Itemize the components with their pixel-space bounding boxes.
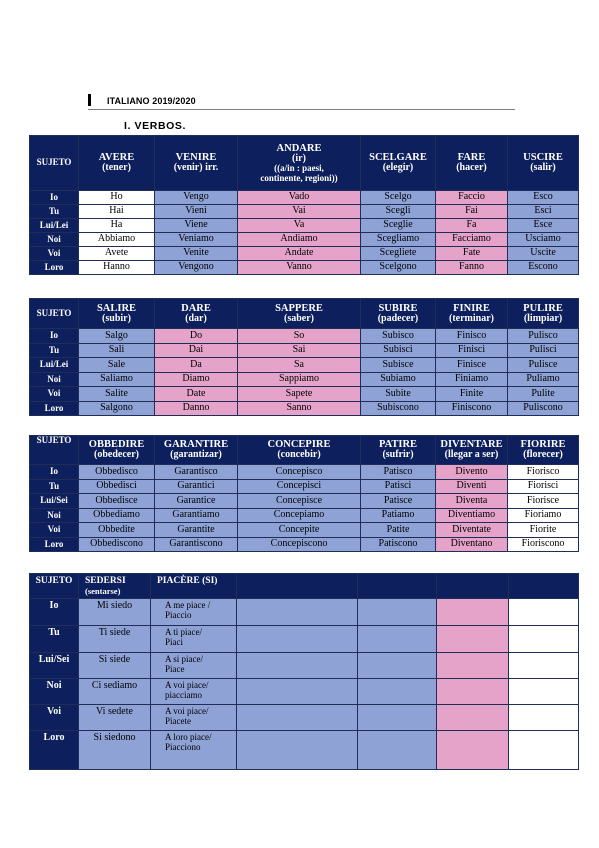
empty-cell: [509, 626, 579, 653]
conjugation-cell: Scegli: [361, 205, 436, 219]
conjugation-cell: Garantice: [155, 494, 238, 509]
conjugation-cell: Patisce: [361, 494, 436, 509]
verb-header: SUBIRE (padecer): [361, 299, 436, 329]
table-header-row: [30, 436, 579, 465]
table-header-row: [30, 299, 579, 329]
verb-header: CONCEPIRE (concebir): [238, 436, 361, 465]
table-row: [30, 261, 579, 275]
conjugation-cell: Pulisci: [508, 343, 579, 358]
conjugation-cell: Subiscono: [361, 401, 436, 416]
conjugation-cell: Esce: [508, 219, 579, 233]
conjugation-cell: Fiorisce: [508, 494, 579, 509]
conjugation-cell: Escono: [508, 261, 579, 275]
conjugation-cell: Finisci: [436, 343, 508, 358]
conjugation-cell: Ho: [79, 191, 155, 205]
pronoun-cell: Loro: [30, 401, 79, 416]
conjugation-cell: Vai: [238, 205, 361, 219]
conjugation-cell: Va: [238, 219, 361, 233]
conjugation-cell: Garantiamo: [155, 508, 238, 523]
empty-cell: [358, 626, 437, 653]
empty-cell: [437, 679, 509, 705]
verb-header: DARE (dar): [155, 299, 238, 329]
pronoun-cell: Voi: [30, 247, 79, 261]
pronoun-cell: Noi: [30, 679, 79, 705]
conjugation-cell: Concepisco: [238, 465, 361, 480]
empty-cell: [509, 599, 579, 626]
conjugation-cell: Andate: [238, 247, 361, 261]
table-row: [30, 705, 579, 731]
empty-cell: [509, 653, 579, 679]
table-row: [30, 508, 579, 523]
conjugation-cell: Patiamo: [361, 508, 436, 523]
conjugation-cell: Vado: [238, 191, 361, 205]
verb-header: PATIRE (sufrir): [361, 436, 436, 465]
conjugation-cell: Concepiscono: [238, 537, 361, 552]
conjugation-cell: Scelgo: [361, 191, 436, 205]
empty-cell: [237, 705, 358, 731]
conjugation-cell: Sappiamo: [238, 372, 361, 387]
conjugation-cell: Obbediscono: [79, 537, 155, 552]
empty-cell: [237, 599, 358, 626]
conjugation-cell: Diventa: [436, 494, 508, 509]
conjugation-cell: Date: [155, 387, 238, 402]
pronoun-cell: Io: [30, 599, 79, 626]
verb-header: VENIRE (venir) irr.: [155, 136, 238, 191]
conjugation-cell: Usciamo: [508, 233, 579, 247]
conjugation-cell: Puliamo: [508, 372, 579, 387]
table-row: [30, 219, 579, 233]
conjugation-cell: Finiscono: [436, 401, 508, 416]
conjugation-cell: Subiamo: [361, 372, 436, 387]
verb-table-1: [29, 135, 579, 275]
table-row: [30, 233, 579, 247]
conjugation-cell: Vengo: [155, 191, 238, 205]
conjugation-cell: Veniamo: [155, 233, 238, 247]
conjugation-cell: Uscite: [508, 247, 579, 261]
pronoun-cell: Lui/Lei: [30, 358, 79, 373]
conjugation-cell: Mi siedo: [79, 599, 151, 626]
conjugation-cell: Finite: [436, 387, 508, 402]
table-row: [30, 679, 579, 705]
conjugation-cell: Faccio: [436, 191, 508, 205]
table-row: [30, 372, 579, 387]
conjugation-cell: Divento: [436, 465, 508, 480]
empty-cell: [437, 653, 509, 679]
conjugation-cell: Fioriscono: [508, 537, 579, 552]
empty-cell: [509, 679, 579, 705]
conjugation-cell: Patiscono: [361, 537, 436, 552]
sujeto-header: SUJETO: [30, 299, 79, 329]
sujeto-header: SUJETO: [30, 436, 79, 465]
conjugation-cell: Danno: [155, 401, 238, 416]
pronoun-cell: Noi: [30, 372, 79, 387]
conjugation-cell: Ci sediamo: [79, 679, 151, 705]
conjugation-cell: Subisci: [361, 343, 436, 358]
conjugation-cell: Esco: [508, 191, 579, 205]
verb-header: DIVENTARE (llegar a ser): [436, 436, 508, 465]
conjugation-cell: Scelgono: [361, 261, 436, 275]
conjugation-cell: Pulisce: [508, 358, 579, 373]
table-row: [30, 401, 579, 416]
conjugation-cell: Patisco: [361, 465, 436, 480]
verb-header: SAPPERE (saber): [238, 299, 361, 329]
conjugation-cell: A ti piace/ Piaci: [151, 626, 237, 653]
pronoun-cell: Lui/Sei: [30, 653, 79, 679]
conjugation-cell: Ha: [79, 219, 155, 233]
empty-cell: [358, 705, 437, 731]
verb-header: GARANTIRE (garantizar): [155, 436, 238, 465]
conjugation-cell: Garantici: [155, 479, 238, 494]
empty-cell: [237, 679, 358, 705]
conjugation-cell: Obbedite: [79, 523, 155, 538]
conjugation-cell: Fanno: [436, 261, 508, 275]
conjugation-cell: Scegliete: [361, 247, 436, 261]
conjugation-cell: Concepiamo: [238, 508, 361, 523]
verb-header: FIORIRE (florecer): [508, 436, 579, 465]
empty-cell: [237, 626, 358, 653]
conjugation-cell: Fate: [436, 247, 508, 261]
conjugation-cell: Finiamo: [436, 372, 508, 387]
pronoun-cell: Voi: [30, 523, 79, 538]
conjugation-cell: Diventano: [436, 537, 508, 552]
conjugation-cell: Sali: [79, 343, 155, 358]
pronoun-cell: Voi: [30, 387, 79, 402]
sujeto-header: SUJETO: [30, 136, 79, 191]
conjugation-cell: Ti siede: [79, 626, 151, 653]
verb-table-4: [29, 573, 579, 770]
verb-header: FINIRE (terminar): [436, 299, 508, 329]
conjugation-cell: A voi piace/ piacciamo: [151, 679, 237, 705]
conjugation-cell: Garantite: [155, 523, 238, 538]
verb-header-empty: [437, 574, 509, 599]
table-row: [30, 205, 579, 219]
conjugation-cell: Subite: [361, 387, 436, 402]
conjugation-cell: A loro piace/ Piacciono: [151, 731, 237, 770]
verb-header: USCIRE (salir): [508, 136, 579, 191]
conjugation-cell: Subisco: [361, 329, 436, 344]
conjugation-cell: Vi sedete: [79, 705, 151, 731]
conjugation-cell: Saliamo: [79, 372, 155, 387]
conjugation-cell: Concepisci: [238, 479, 361, 494]
section-title: I. VERBOS.: [124, 120, 187, 132]
pronoun-cell: Loro: [30, 261, 79, 275]
conjugation-cell: Pulite: [508, 387, 579, 402]
conjugation-cell: Avete: [79, 247, 155, 261]
verb-header: SEDERSI (sentarse): [79, 574, 151, 599]
empty-cell: [358, 653, 437, 679]
empty-cell: [237, 653, 358, 679]
document-header: ITALIANO 2019/2020: [107, 96, 196, 106]
conjugation-cell: Finisco: [436, 329, 508, 344]
conjugation-cell: Obbediamo: [79, 508, 155, 523]
conjugation-cell: Fai: [436, 205, 508, 219]
conjugation-cell: Hanno: [79, 261, 155, 275]
table-row: [30, 653, 579, 679]
table-row: [30, 731, 579, 770]
header-marker: [88, 94, 91, 106]
sujeto-header: SUJETO: [30, 574, 79, 599]
conjugation-cell: Fa: [436, 219, 508, 233]
conjugation-cell: A me piace / Piaccio: [151, 599, 237, 626]
pronoun-cell: Loro: [30, 537, 79, 552]
conjugation-cell: Vieni: [155, 205, 238, 219]
table-row: [30, 626, 579, 653]
conjugation-cell: Diamo: [155, 372, 238, 387]
conjugation-cell: Vanno: [238, 261, 361, 275]
empty-cell: [358, 731, 437, 770]
pronoun-cell: Loro: [30, 731, 79, 770]
conjugation-cell: Da: [155, 358, 238, 373]
conjugation-cell: Diventate: [436, 523, 508, 538]
conjugation-cell: Garantisco: [155, 465, 238, 480]
pronoun-cell: Noi: [30, 233, 79, 247]
conjugation-cell: Esci: [508, 205, 579, 219]
table-row: [30, 387, 579, 402]
verb-header: PULIRE (limpiar): [508, 299, 579, 329]
conjugation-cell: Salgo: [79, 329, 155, 344]
table-header-row: [30, 136, 579, 191]
table-row: [30, 523, 579, 538]
pronoun-cell: Noi: [30, 508, 79, 523]
verb-table-2: [29, 298, 579, 416]
table-header-row: [30, 574, 579, 599]
conjugation-cell: Obbedisce: [79, 494, 155, 509]
conjugation-cell: Sanno: [238, 401, 361, 416]
pronoun-cell: Lui/Sei: [30, 494, 79, 509]
conjugation-cell: Subisce: [361, 358, 436, 373]
verb-header: FARE (hacer): [436, 136, 508, 191]
conjugation-cell: Fioriamo: [508, 508, 579, 523]
conjugation-cell: Andiamo: [238, 233, 361, 247]
conjugation-cell: Patite: [361, 523, 436, 538]
conjugation-cell: Hai: [79, 205, 155, 219]
table-row: [30, 191, 579, 205]
empty-cell: [437, 599, 509, 626]
conjugation-cell: Si siede: [79, 653, 151, 679]
conjugation-cell: Dai: [155, 343, 238, 358]
empty-cell: [358, 599, 437, 626]
table-row: [30, 465, 579, 480]
conjugation-cell: Obbedisco: [79, 465, 155, 480]
conjugation-cell: Obbedisci: [79, 479, 155, 494]
conjugation-cell: Scegliamo: [361, 233, 436, 247]
table-row: [30, 599, 579, 626]
verb-header-empty: [358, 574, 437, 599]
verb-table-3: [29, 435, 579, 552]
conjugation-cell: Concepite: [238, 523, 361, 538]
conjugation-cell: Garantiscono: [155, 537, 238, 552]
conjugation-cell: Pulisco: [508, 329, 579, 344]
conjugation-cell: Sapete: [238, 387, 361, 402]
table-row: [30, 537, 579, 552]
pronoun-cell: Io: [30, 465, 79, 480]
pronoun-cell: Tu: [30, 343, 79, 358]
table-row: [30, 358, 579, 373]
conjugation-cell: Salite: [79, 387, 155, 402]
conjugation-cell: Patisci: [361, 479, 436, 494]
conjugation-cell: Diventi: [436, 479, 508, 494]
conjugation-cell: So: [238, 329, 361, 344]
pronoun-cell: Io: [30, 191, 79, 205]
pronoun-cell: Tu: [30, 205, 79, 219]
verb-header: SCELGARE (elegir): [361, 136, 436, 191]
conjugation-cell: Salgono: [79, 401, 155, 416]
empty-cell: [237, 731, 358, 770]
table-row: [30, 247, 579, 261]
empty-cell: [437, 731, 509, 770]
conjugation-cell: Sa: [238, 358, 361, 373]
verb-header: ANDARE (ir) ((a/in : paesi, continente, regioni)): [238, 136, 361, 191]
conjugation-cell: Fiorisco: [508, 465, 579, 480]
conjugation-cell: A voi piace/ Piacete: [151, 705, 237, 731]
verb-header: SALIRE (subir): [79, 299, 155, 329]
conjugation-cell: Facciamo: [436, 233, 508, 247]
table-row: [30, 343, 579, 358]
pronoun-cell: Voi: [30, 705, 79, 731]
table-row: [30, 329, 579, 344]
verb-header-empty: [509, 574, 579, 599]
table-row: [30, 494, 579, 509]
pronoun-cell: Tu: [30, 479, 79, 494]
conjugation-cell: Venite: [155, 247, 238, 261]
conjugation-cell: Fiorite: [508, 523, 579, 538]
conjugation-cell: Vengono: [155, 261, 238, 275]
empty-cell: [437, 626, 509, 653]
verb-header: OBBEDIRE (obedecer): [79, 436, 155, 465]
conjugation-cell: Sale: [79, 358, 155, 373]
verb-header-empty: [237, 574, 358, 599]
conjugation-cell: Fiorisci: [508, 479, 579, 494]
conjugation-cell: Puliscono: [508, 401, 579, 416]
conjugation-cell: Viene: [155, 219, 238, 233]
conjugation-cell: Do: [155, 329, 238, 344]
pronoun-cell: Tu: [30, 626, 79, 653]
conjugation-cell: Concepisce: [238, 494, 361, 509]
pronoun-cell: Io: [30, 329, 79, 344]
conjugation-cell: Sceglie: [361, 219, 436, 233]
empty-cell: [437, 705, 509, 731]
conjugation-cell: Finisce: [436, 358, 508, 373]
conjugation-cell: Diventiamo: [436, 508, 508, 523]
empty-cell: [509, 705, 579, 731]
empty-cell: [509, 731, 579, 770]
conjugation-cell: Si siedono: [79, 731, 151, 770]
pronoun-cell: Lui/Lei: [30, 219, 79, 233]
verb-header: AVERE (tener): [79, 136, 155, 191]
verb-header: PIACÈRE (SI): [151, 574, 237, 599]
conjugation-cell: A si piace/ Piace: [151, 653, 237, 679]
empty-cell: [358, 679, 437, 705]
conjugation-cell: Sai: [238, 343, 361, 358]
header-rule: [88, 109, 515, 110]
table-row: [30, 479, 579, 494]
conjugation-cell: Abbiamo: [79, 233, 155, 247]
